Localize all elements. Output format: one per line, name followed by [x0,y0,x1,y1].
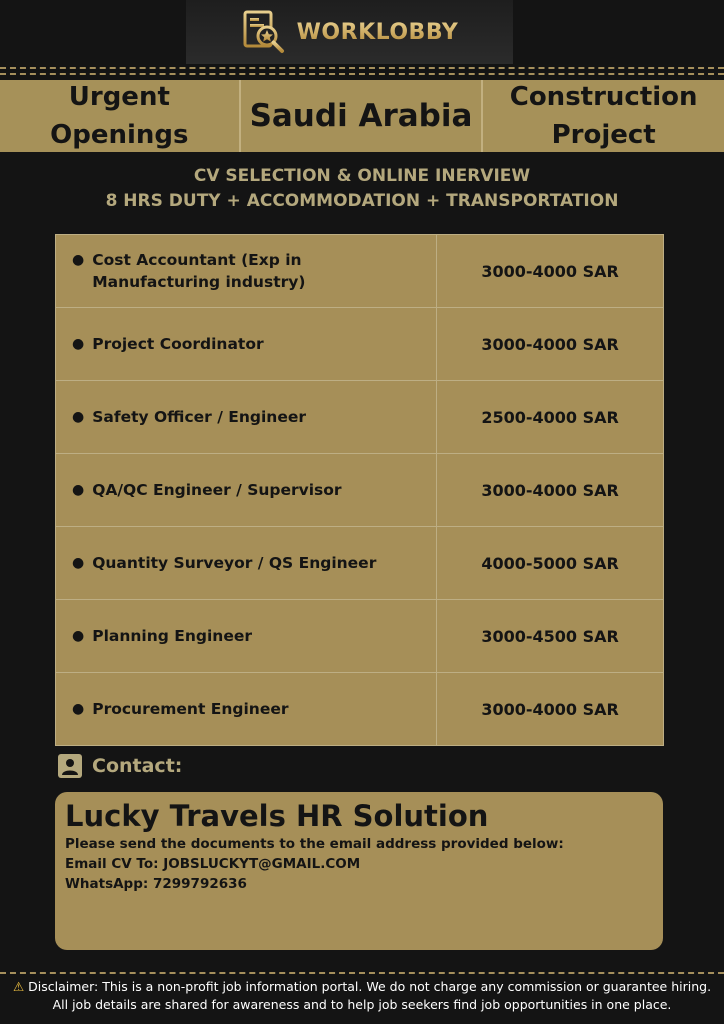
job-title: Safety Officer / Engineer [92,408,307,426]
banner-left-line-1: Urgent [68,82,170,112]
job-title: Procurement Engineer [92,700,289,718]
dashed-divider [0,67,724,69]
bullet-icon: ● [72,555,85,571]
subheading-selection: CV SELECTION & ONLINE INERVIEW [193,166,531,186]
banner-right-line-1: Construction [509,82,698,112]
warning-icon: ⚠ [12,979,25,994]
dashed-divider [0,972,724,974]
banner-project-type [483,80,724,152]
job-row [56,235,664,308]
job-salary: 2500-4000 SAR [437,381,664,454]
job-salary: 3000-4000 SAR [437,454,664,527]
job-title: Planning Engineer [92,627,252,645]
banner-urgent-openings [0,80,241,152]
contact-whatsapp[interactable]: WhatsApp: 7299792636 [65,876,247,892]
job-title-cell [56,673,437,746]
bullet-icon: ● [72,482,85,498]
bullet-icon: ● [72,252,85,268]
job-salary: 3000-4500 SAR [437,600,664,673]
disclaimer [0,978,724,1014]
job-row [56,454,664,527]
job-row [56,308,664,381]
contact-label: Contact: [92,755,183,777]
bullet-icon: ● [72,336,85,352]
job-title: Project Coordinator [92,335,264,353]
contact-card-icon [58,754,82,778]
company-name: Lucky Travels HR Solution [65,799,489,833]
banner-right-line-2: Project [551,120,656,150]
contact-instructions: Please send the documents to the email address provided below: [65,836,564,852]
resume-search-icon [241,9,287,55]
bullet-icon: ● [72,628,85,644]
brand-name: WORKLOBBY [296,19,459,45]
brand-header [186,0,513,64]
job-title-cell [56,308,437,381]
job-salary: 4000-5000 SAR [437,527,664,600]
contact-box [55,792,663,950]
bullet-icon: ● [72,701,85,717]
job-title: Quantity Surveyor / QS Engineer [92,554,377,572]
contact-heading [58,754,182,778]
job-row [56,600,664,673]
banner-left-line-2: Openings [50,120,189,150]
bullet-icon: ● [72,409,85,425]
job-row [56,527,664,600]
banner-country: Saudi Arabia [241,80,484,152]
job-title-cell [56,454,437,527]
job-title-cell [56,235,437,308]
job-title-cell [56,381,437,454]
job-salary: 3000-4000 SAR [437,308,664,381]
dashed-divider [0,73,724,75]
headline-banner [0,80,724,152]
job-title: QA/QC Engineer / Supervisor [92,481,342,499]
job-title: Cost Accountant (Exp in Manufacturing industry) [92,251,306,291]
job-title-cell [56,527,437,600]
jobs-table [55,234,664,746]
job-row [56,381,664,454]
subheading-benefits: 8 HRS DUTY + ACCOMMODATION + TRANSPORTATION [105,191,619,211]
job-title-cell [56,600,437,673]
job-salary: 3000-4000 SAR [437,673,664,746]
job-salary: 3000-4000 SAR [437,235,664,308]
contact-email[interactable]: Email CV To: JOBSLUCKYT@GMAIL.COM [65,856,361,872]
job-row [56,673,664,746]
disclaimer-text: Disclaimer: This is a non-profit job information portal. We do not charge any commission or guarantee hiring. All job details are shared for awareness and to help job seekers find job opportunities in one place. [28,979,712,1012]
